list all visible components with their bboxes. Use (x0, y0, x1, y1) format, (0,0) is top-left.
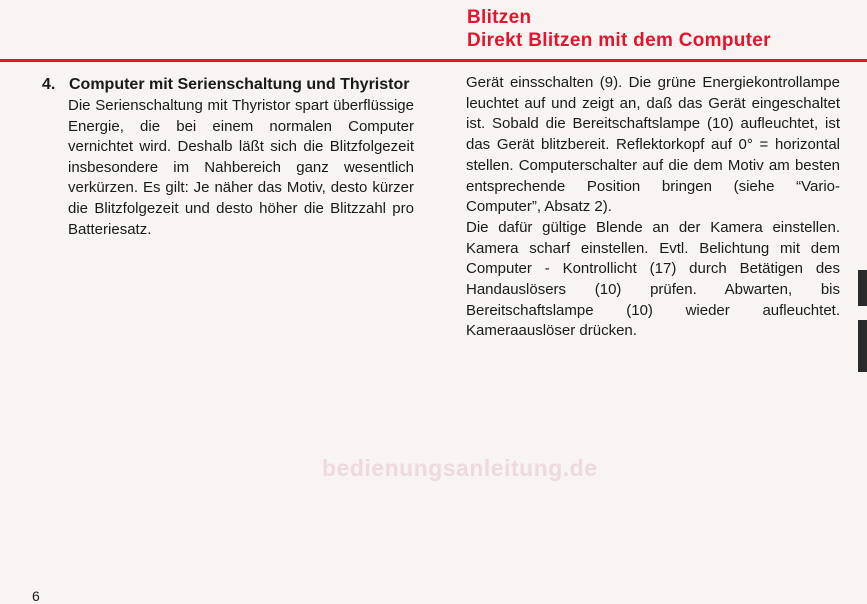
page-number: 6 (32, 588, 40, 604)
page-edge-mark (858, 320, 867, 372)
section-heading (42, 74, 414, 95)
section-title: Computer mit Serienschaltung und Thyristor (69, 76, 410, 93)
page-edge-mark (858, 270, 867, 306)
page-subtitle: Direkt Blitzen mit dem Computer (467, 30, 771, 51)
section-body-paragraph: Die Serienschaltung mit Thyristor spart überflüssige Energie, die bei einem normalen Computer vernichtet wird. Deshalb läßt sich die Blitzfolgezeit insbesondere im Nahbereich ganz wesentlich verkürzen. Es gilt: Je näher das Motiv, desto kürzer die Blitzfolgezeit und desto höher die Blitzzahl pro Batteriesatz. (68, 97, 414, 238)
right-paragraph-2: Die dafür gültige Blende an der Kamera einstellen. Kamera scharf einstellen. Evtl. Belichtung mit dem Computer - Kontrollicht (17) durch Betätigen des Handauslösers (10) prüfen. Abwarten, bis Bereitschaftslampe (10) wieder aufleuchtet. Kameraauslöser drücken. (466, 218, 840, 340)
page-header (0, 0, 867, 66)
watermark: bedienungsanleitung.de (322, 455, 598, 481)
right-paragraph-1: Gerät einsschalten (9). Die grüne Energiekontrollampe leuchtet auf und zeigt an, daß das Gerät eingeschaltet ist. Sobald die Bereitschaftslampe (10) aufleuchtet, ist das Gerät blitzbereit. Reflektorkopf auf 0° = horizontal stellen. Computerschalter auf die dem Motiv am besten entsprechende Position bringen (siehe “Vario-Computer”, Absatz 2). (466, 74, 840, 216)
section-number: 4. (42, 76, 56, 93)
section-body (68, 96, 414, 240)
header-divider (0, 59, 867, 62)
right-column (466, 73, 840, 342)
left-column (42, 74, 414, 240)
page-title: Blitzen (467, 7, 532, 28)
